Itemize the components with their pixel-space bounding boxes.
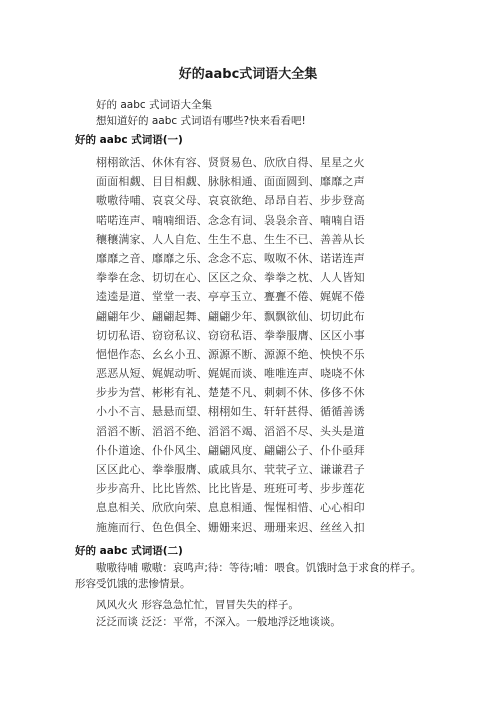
idiom-line: 切切私语、窃窃私议、窃窃私语、拳拳服膺、区区小事: [96, 328, 365, 342]
idiom-line: 滔滔不断、滔滔不绝、滔滔不竭、滔滔不尽、头头是道: [96, 424, 365, 438]
idiom-line: 逵逵是道、堂堂一表、亭亭玉立、亹亹不倦、娓娓不倦: [96, 290, 365, 304]
idiom-line: 嗷嗷待哺、哀哀父母、哀哀欲绝、昂昂自若、步步登高: [96, 194, 365, 208]
idiom-line: 仆仆道途、仆仆风尘、翩翩风度、翩翩公子、仆仆亟拜: [96, 443, 365, 457]
idiom-line: 穰穰满家、人人自危、生生不息、生生不已、善善从长: [96, 232, 365, 246]
idiom-line: 步步为营、彬彬有礼、楚楚不凡、刺刺不休、侈侈不休: [96, 386, 365, 400]
idiom-line: 悒悒作态、幺幺小丑、源源不断、源源不绝、怏怏不乐: [96, 347, 365, 361]
idiom-line: 面面相觑、目目相觑、脉脉相通、面面圆到、靡靡之声: [96, 175, 365, 189]
definition-paragraph: 泛泛而谈 泛泛：平常，不深入。一般地浮泛地谈谈。: [96, 616, 341, 628]
idiom-line: 施施而行、色色俱全、姗姗来迟、珊珊来迟、丝丝入扣: [96, 520, 365, 534]
definition-paragraph: 风风火火 形容急急忙忙，冒冒失失的样子。: [96, 599, 299, 611]
idiom-line: 恶恶从短、娓娓动听、娓娓而谈、唯唯连声、哓哓不休: [96, 367, 365, 381]
idiom-line: 靡靡之音、靡靡之乐、念念不忘、呶呶不休、诺诺连声: [96, 251, 365, 265]
idiom-line: 翩翩年少、翩翩起舞、翩翩少年、飘飘欲仙、切切此布: [96, 309, 365, 323]
idiom-line: 喏喏连声、喃喃细语、念念有词、袅袅余音、喃喃自语: [96, 213, 365, 227]
idiom-line: 拳拳在念、切切在心、区区之众、拳拳之枕、人人皆知: [96, 271, 365, 285]
idiom-line: 栩栩欲活、休休有容、贤贤易色、欣欣自得、星星之火: [96, 156, 365, 169]
idiom-list: [96, 153, 426, 537]
section-heading-2: 好的 aabc 式词语(二): [75, 545, 183, 557]
idiom-line: 小小不言、悬悬而望、栩栩如生、轩轩甚得、循循善诱: [96, 405, 365, 419]
document-title: 好的aabc式词语大全集: [178, 67, 318, 82]
idiom-line: 区区此心、拳拳服膺、戚戚具尔、茕茕孑立、谦谦君子: [96, 463, 365, 476]
section-heading-1: 好的 aabc 式词语(一): [75, 134, 183, 146]
definition-paragraph: 嗷嗷待哺 嗷嗷：哀鸣声;待：等待;哺：喂食。饥饿时急于求食的样子。形容受饥饿的悲惨情景。: [75, 562, 422, 590]
idiom-line: 息息相关、欣欣向荣、息息相通、惺惺相惜、心心相印: [96, 501, 365, 515]
intro-line-2: 想知道好的 aabc 式词语有哪些?快来看看吧!: [96, 115, 306, 127]
idiom-line: 步步高升、比比皆然、比比皆是、班班可考、步步莲花: [96, 482, 365, 496]
intro-line-1: 好的 aabc 式词语大全集: [96, 99, 212, 111]
